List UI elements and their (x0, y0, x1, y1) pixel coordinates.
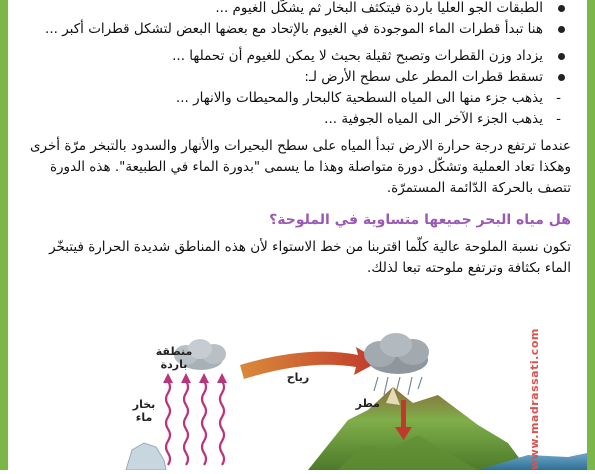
water-cycle-paragraph: عندما ترتفع درجة حرارة الارض تبدأ المياه على سطح البحيرات والأنهار والسدود بالتبخر مرّة أخرى وهكذا تعاد العملية وتشكّل دورة متواصلة وهذا ما يسمى "بدورة الماء في الطبيعة". هذه الدورة تتصف بالحركة الدّائمة المستمرّة. (29, 138, 571, 196)
label-cold-region: منطقة باردة (155, 345, 193, 371)
bullet-item: تسقط قطرات المطر على سطح الأرض لـ: (22, 67, 571, 88)
vapor-arrows-icon (166, 381, 224, 465)
label-wind: رياح (286, 371, 310, 384)
water-cycle-diagram (8, 325, 587, 470)
mountain-icon (308, 387, 528, 470)
label-vapor: بخار ماء (132, 398, 156, 424)
label-rain: مطر (355, 397, 380, 410)
dash-item: - يذهب جزء منها الى المياه السطحية كالبحار والمحيطات والانهار ... (22, 88, 571, 109)
iceberg-icon (126, 443, 166, 470)
dash-list (22, 88, 571, 130)
salinity-answer: تكون نسبة الملوحة عالية كلّما اقتربنا من خط الاستواء لأن هذه المناطق شديدة الحرارة فيتبخّر الماء بكثافة وترتفع ملوحته تبعا لذلك. (49, 239, 571, 276)
bullet-item: الطبقات الجو العليا باردة فيتكثف البخار ثم يشكّل الغيوم ... (22, 0, 571, 19)
bullet-list (22, 0, 571, 88)
rain-cloud-icon (364, 333, 429, 395)
text-content (22, 0, 571, 279)
bullet-item: يزداد وزن القطرات وتصبح ثقيلة بحيث لا يمكن للغيوم أن تحملها ... (22, 46, 571, 67)
watermark: www.madrassati.com (528, 328, 541, 470)
section-question: هل مياه البحر جميعها متساوية في الملوحة؟ (269, 212, 571, 228)
diagram-illustration (8, 325, 587, 470)
bullet-item: هنا تبدأ قطرات الماء الموجودة في الغيوم بالإتحاد مع بعضها البعض لتشكل قطرات أكبر ... (22, 19, 571, 40)
dash-item: - يذهب الجزء الآخر الى المياه الجوفية ... (22, 109, 571, 130)
